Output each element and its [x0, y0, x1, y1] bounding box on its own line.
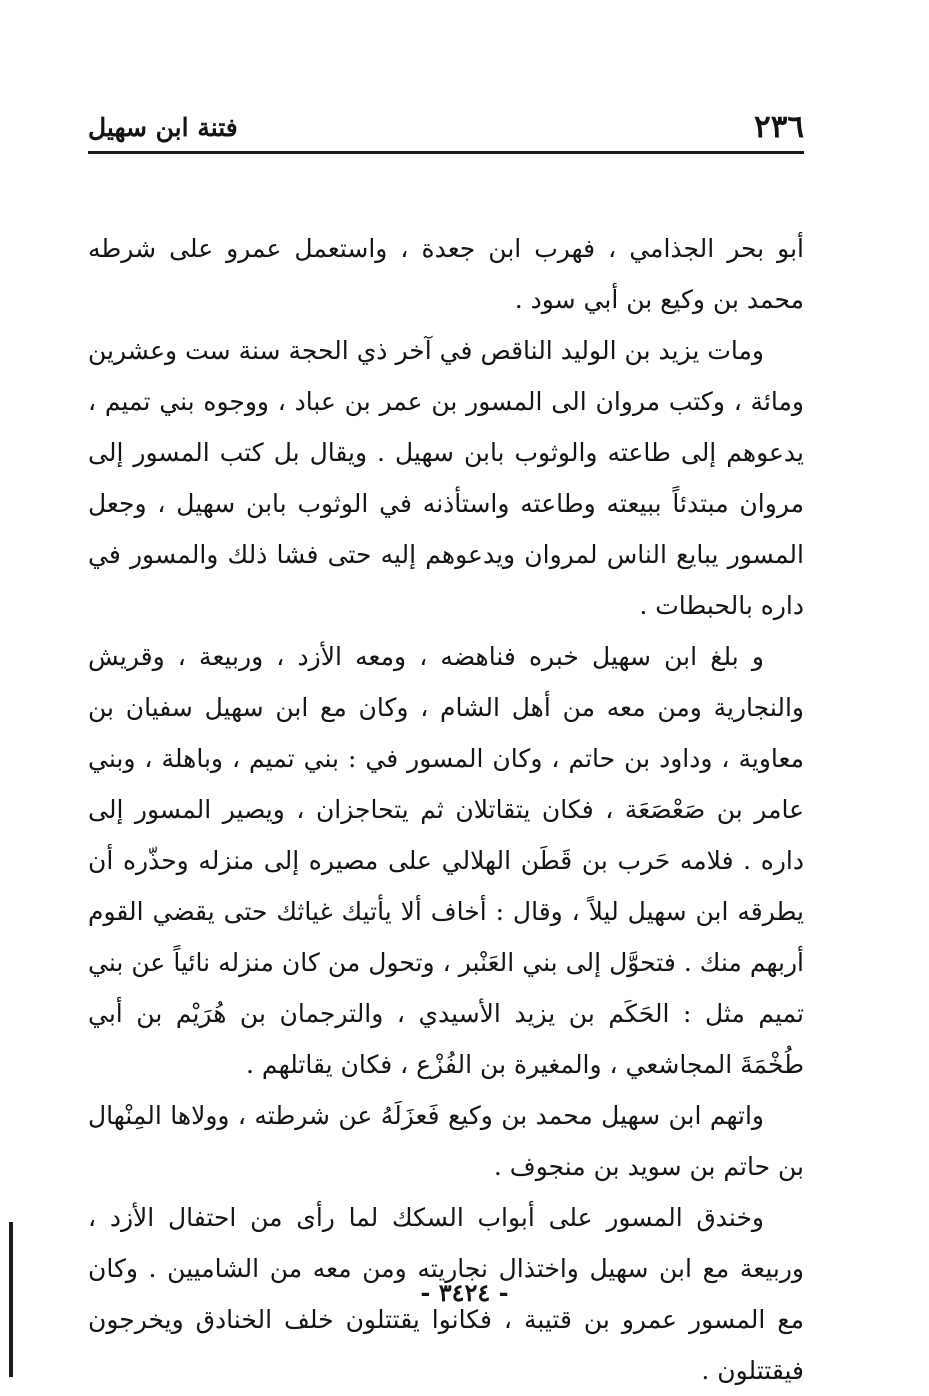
- body-text: [88, 223, 804, 1396]
- paragraph-3: و بلغ ابن سهيل خبره فناهضه ، ومعه الأزد ، وربيعة ، وقريش والنجارية ومن معه من أهل الشام ، وكان مع ابن سهيل سفيان بن معاوية ، وداود بن حاتم ، وكان المسور في : بني تميم ، وباهلة ، وبني عامر بن صَعْصَعَة ، فكان يتقاتلان ثم يتحاجزان ، ويصير المسور إلى داره . فلامه حَرب بن قَطَن الهلالي على مصيره إلى منزله وحذّره أن يطرقه ابن سهيل ليلاً ، وقال : أخاف ألا يأتيك غياثك حتى يقضي القوم أربهم منك . فتحوَّل إلى بني العَنْبر ، وتحول من كان منزله نائياً عن بني تميم مثل : الحَكَم بن يزيد الأسيدي ، والترجمان بن هُرَيْم بن أبي طُخْمَةَ المجاشعي ، والمغيرة بن الفُزْع ، فكان يقاتلهم .: [88, 642, 804, 1079]
- paragraph-5: وخندق المسور على أبواب السكك لما رأى من احتفال الأزد ، وربيعة مع ابن سهيل واختذال نجاريته ومن معه من الشاميين . وكان مع المسور عمرو بن قتيبة ، فكانوا يقتتلون خلف الخنادق ويخرجون فيقتتلون .: [88, 1203, 804, 1385]
- footer-page-number: - ٣٤٢٤ -: [420, 1278, 509, 1307]
- running-header: [88, 108, 804, 152]
- scan-margin-line: [9, 1222, 13, 1377]
- paragraph-2: ومات يزيد بن الوليد الناقص في آخر ذي الحجة سنة ست وعشرين ومائة ، وكتب مروان الى المسور بن عمر بن عباد ، ووجوه بني تميم ، يدعوهم إلى طاعته والوثوب بابن سهيل . ويقال بل كتب المسور إلى مروان مبتدئاً ببيعته وطاعته واستأذنه في الوثوب بابن سهيل ، وجعل المسور يبايع الناس لمروان ويدعوهم إليه حتى فشا ذلك والمسور في داره بالحبطات .: [88, 336, 804, 620]
- chapter-title: فتنة ابن سهيل: [88, 113, 238, 142]
- paragraph-1: أبو بحر الجذامي ، فهرب ابن جعدة ، واستعمل عمرو على شرطه محمد بن وكيع بن أبي سود .: [88, 234, 804, 314]
- page-number-top: ٢٣٦: [754, 109, 804, 145]
- header-divider: [88, 151, 804, 154]
- paragraph-4: واتهم ابن سهيل محمد بن وكيع فَعزَلَهُ عن شرطته ، وولاها المِنْهال بن حاتم بن سويد بن منجوف .: [88, 1101, 804, 1181]
